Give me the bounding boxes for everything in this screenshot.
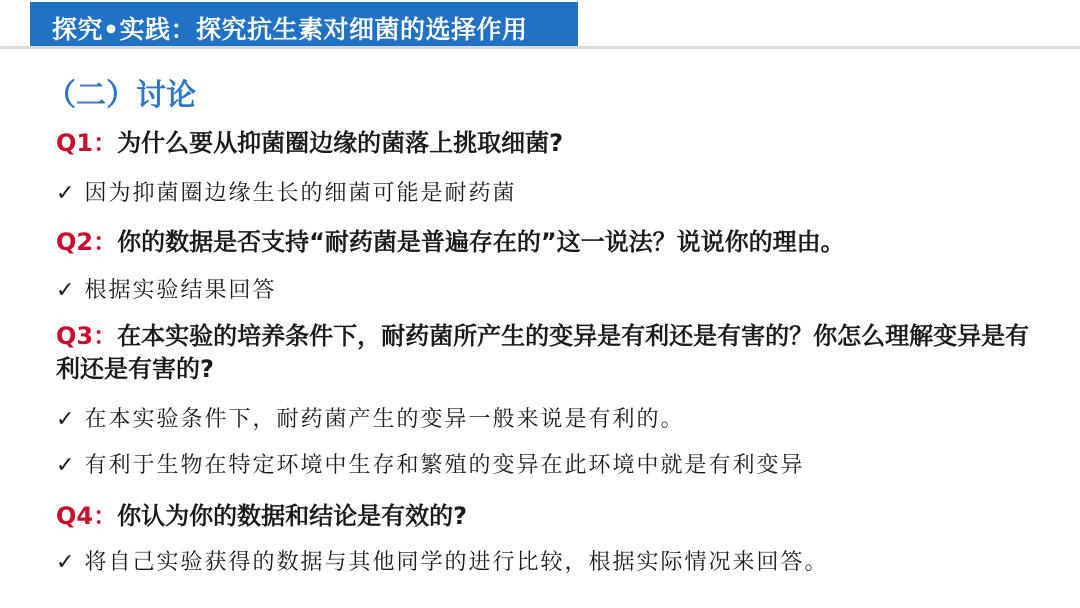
question-text: 为什么要从抑菌圈边缘的菌落上挑取细菌? <box>117 129 564 157</box>
section-title: （二）讨论 <box>46 78 196 113</box>
answer-1 <box>56 176 516 207</box>
answer-text: 因为抑菌圈边缘生长的细菌可能是耐药菌 <box>84 181 517 206</box>
question-3 <box>56 320 1031 386</box>
answer-4 <box>56 545 828 576</box>
question-text: 你认为你的数据和结论是有效的? <box>117 502 468 530</box>
answer-3a <box>56 402 684 433</box>
answer-text: 根据实验结果回答 <box>84 278 277 303</box>
question-id: Q1： <box>56 129 118 157</box>
answer-text: 有利于生物在特定环境中生存和繁殖的变异在此环境中就是有利变异 <box>84 453 805 478</box>
check-icon: ✓ <box>56 278 75 303</box>
header-divider <box>0 46 1080 49</box>
header-bar <box>30 2 578 46</box>
question-4 <box>56 500 1056 533</box>
answer-2 <box>56 273 276 304</box>
check-icon: ✓ <box>56 407 75 432</box>
answer-text: 在本实验条件下，耐药菌产生的变异一般来说是有利的。 <box>84 407 685 432</box>
question-id: Q4： <box>56 502 118 530</box>
answer-text: 将自己实验获得的数据与其他同学的进行比较，根据实际情况来回答。 <box>84 550 829 575</box>
check-icon: ✓ <box>56 550 75 575</box>
page-title: 探究•实践：探究抗生素对细菌的选择作用 <box>52 15 528 44</box>
question-id: Q2： <box>56 228 118 256</box>
answer-3b <box>56 448 804 479</box>
question-text: 在本实验的培养条件下，耐药菌所产生的变异是有利还是有害的？你怎么理解变异是有利还是有害的? <box>56 322 1030 383</box>
question-id: Q3： <box>56 322 118 350</box>
check-icon: ✓ <box>56 181 75 206</box>
check-icon: ✓ <box>56 453 75 478</box>
question-1 <box>56 127 1056 160</box>
question-2 <box>56 226 1056 259</box>
question-text: 你的数据是否支持“耐药菌是普遍存在的”这一说法？说说你的理由。 <box>117 228 845 256</box>
